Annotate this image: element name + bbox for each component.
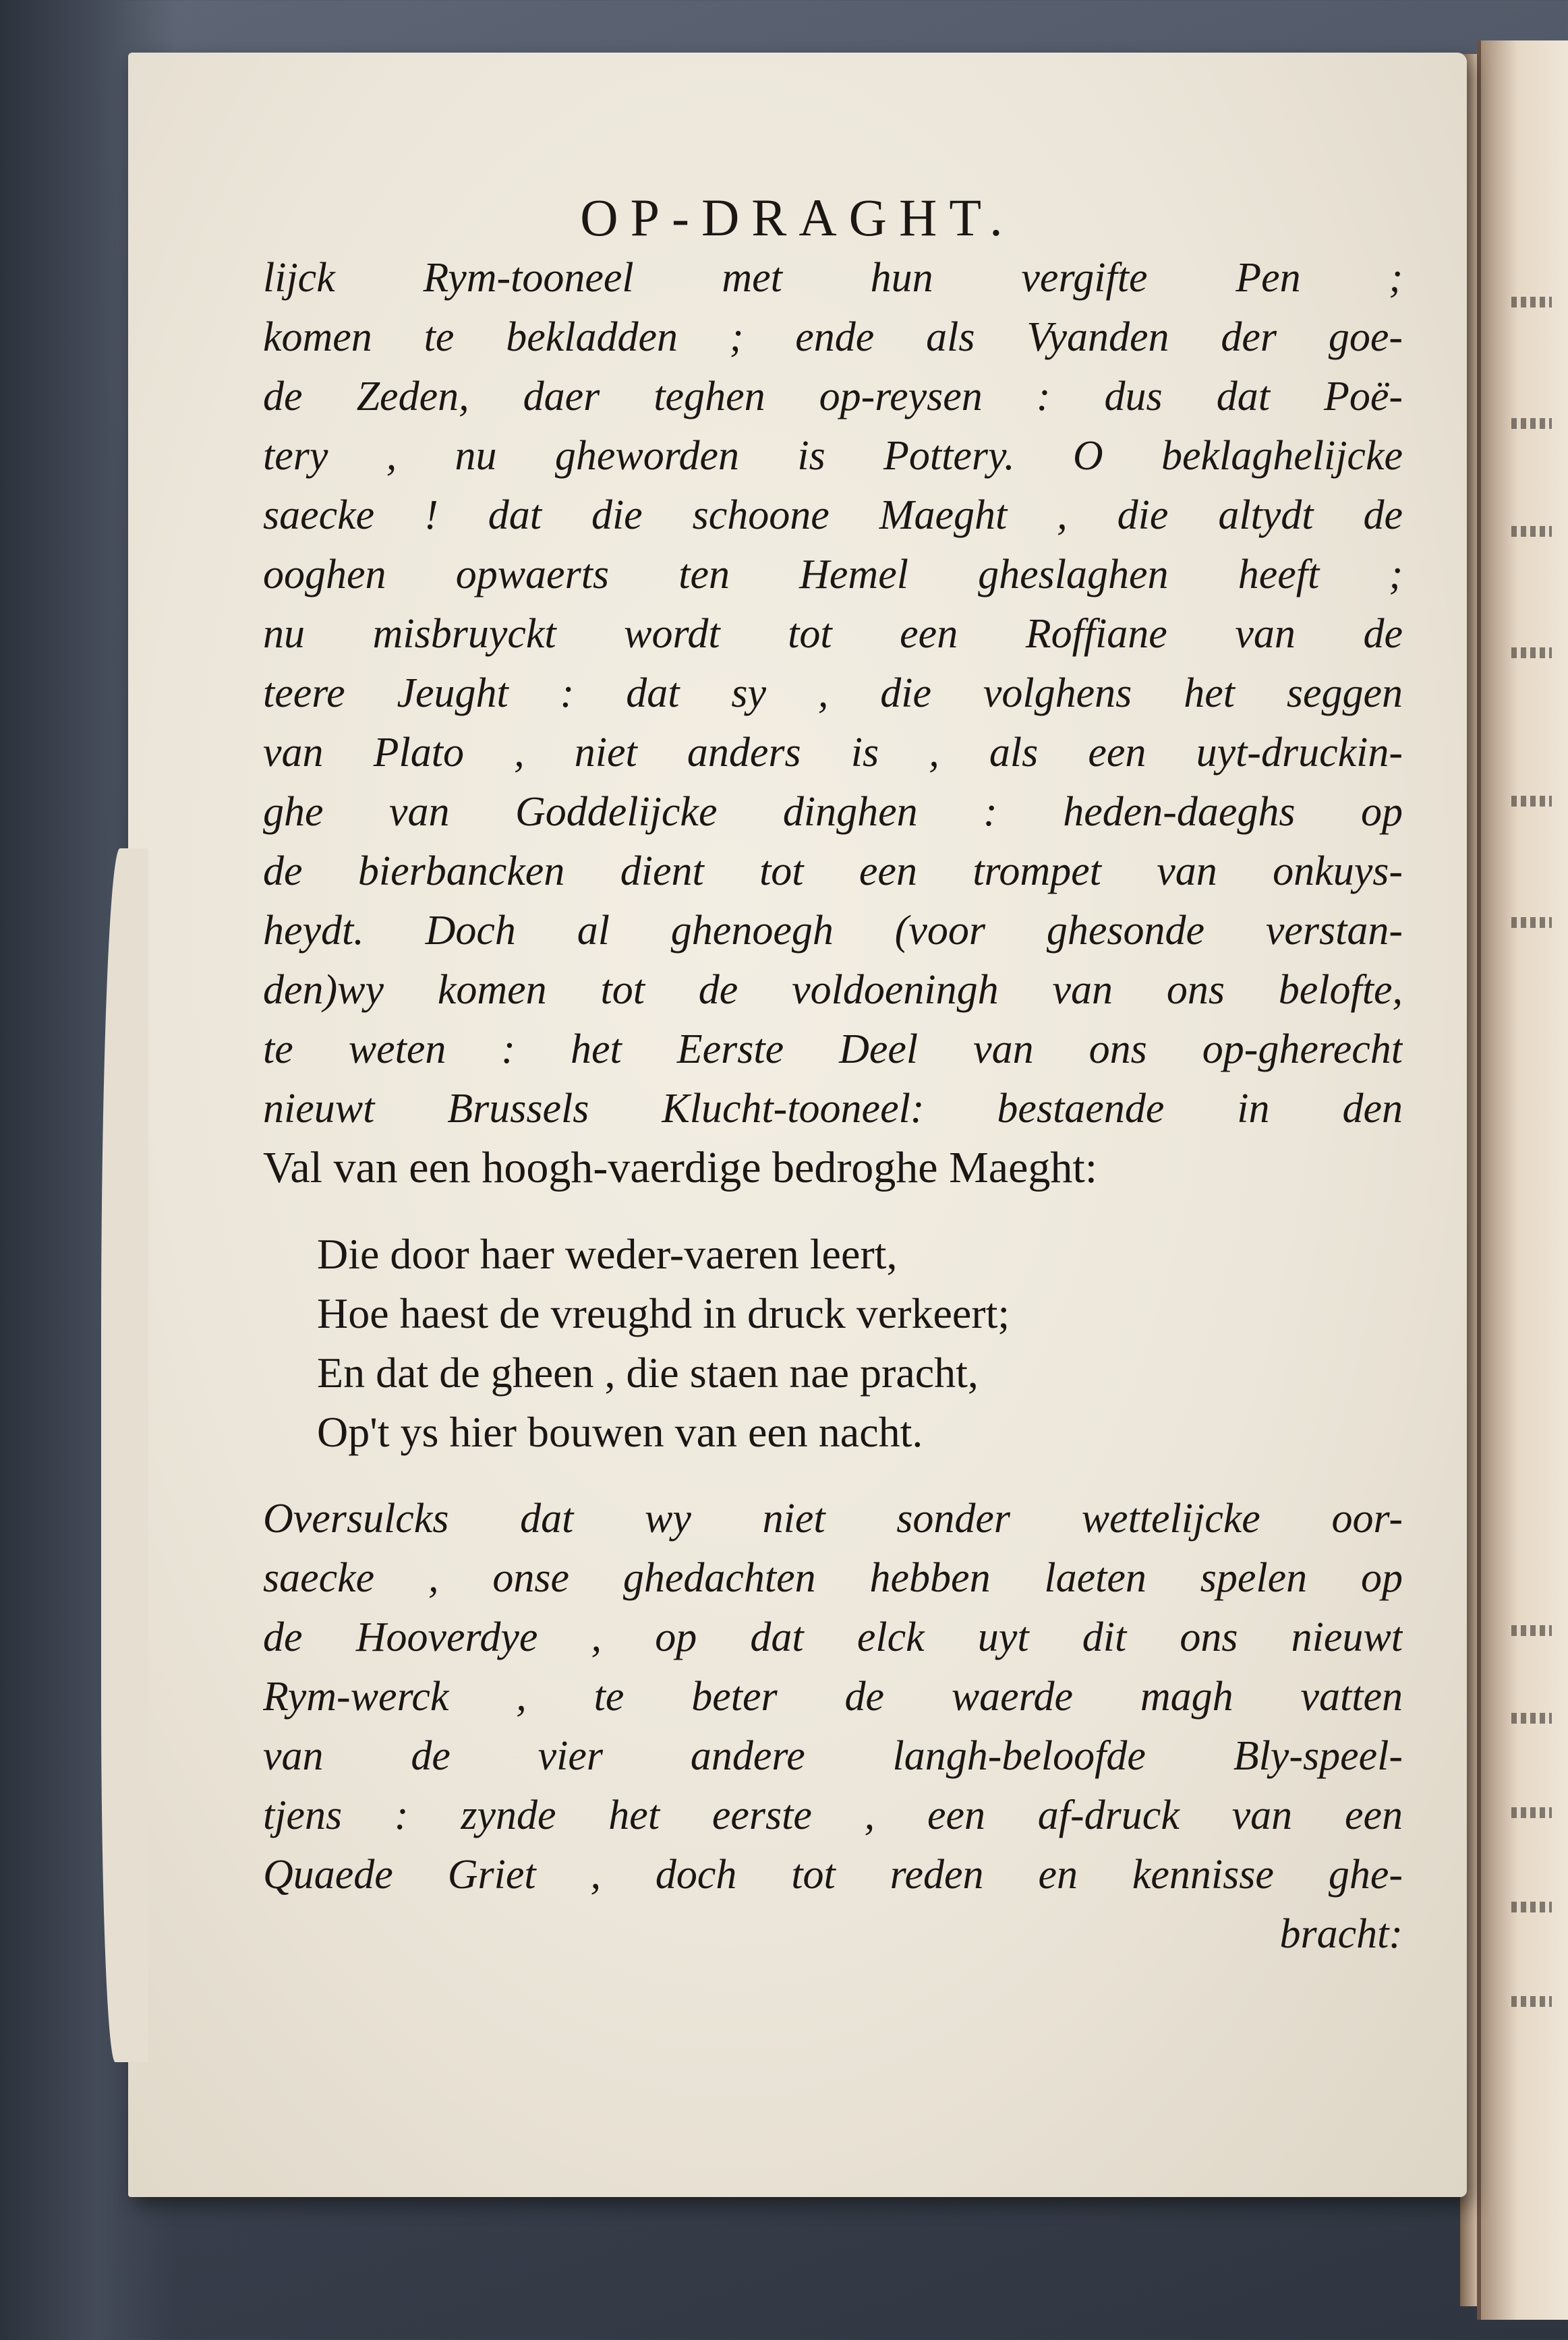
- text-line: nu misbruyckt wordt tot een Roffiane van de: [263, 611, 1403, 657]
- text-line: tjens : zynde het eerste , een af-druck van een: [263, 1792, 1403, 1838]
- facing-page-edge: [1477, 40, 1568, 2320]
- text-line: saecke ! dat die schoone Maeght , die altydt de: [263, 492, 1403, 538]
- text-line: de Hooverdye , op dat elck uyt dit ons nieuwt: [263, 1614, 1403, 1660]
- verse-line: Die door haer weder-vaeren leert,: [317, 1230, 898, 1278]
- verse-line: Op't ys hier bouwen van een nacht.: [317, 1408, 923, 1456]
- text-line: te weten : het Eerste Deel van ons op-gherecht: [263, 1026, 1403, 1072]
- verse-line: Hoe haest de vreughd in druck verkeert;: [317, 1289, 1010, 1337]
- page-body: [263, 248, 1403, 1964]
- text-line: komen te bekladden ; ende als Vyanden der goe-: [263, 314, 1403, 360]
- text-line: de bierbancken dient tot een trompet van onkuys-: [263, 848, 1403, 894]
- text-line: de Zeden, daer teghen op-reysen : dus dat Poë-: [263, 374, 1403, 419]
- verse-block: [263, 1225, 1403, 1462]
- text-line: Val van een hoogh-vaerdige bedroghe Maeght:: [263, 1143, 1098, 1192]
- paragraph-1: [263, 248, 1403, 1198]
- text-line: teere Jeught : dat sy , die volghens het seggen: [263, 670, 1403, 716]
- text-line: lijck Rym-tooneel met hun vergifte Pen ;: [263, 255, 1403, 301]
- text-line: saecke , onse ghedachten hebben laeten spelen op: [263, 1555, 1403, 1601]
- text-line: ooghen opwaerts ten Hemel gheslaghen heeft ;: [263, 552, 1403, 597]
- verse-line: En dat de gheen , die staen nae pracht,: [317, 1349, 979, 1397]
- text-line: nieuwt Brussels Klucht-tooneel: bestaende in den: [263, 1086, 1403, 1132]
- paragraph-2: [263, 1489, 1403, 1904]
- running-header: OP-DRAGHT.: [580, 188, 1015, 247]
- text-line: heydt. Doch al ghenoegh (voor ghesonde verstan-: [263, 908, 1403, 954]
- text-line: Rym-werck , te beter de waerde magh vatten: [263, 1674, 1403, 1720]
- text-line: Quaede Griet , doch tot reden en kennisse ghe-: [263, 1852, 1403, 1898]
- text-line: van Plato , niet anders is , als een uyt-druckin-: [263, 730, 1403, 776]
- text-line: tery , nu gheworden is Pottery. O beklaghelijcke: [263, 433, 1403, 479]
- text-line: Oversulcks dat wy niet sonder wettelijcke oor-: [263, 1496, 1403, 1542]
- text-line: den)wy komen tot de voldoeningh van ons belofte,: [263, 967, 1403, 1013]
- text-line: ghe van Goddelijcke dinghen : heden-daeghs op: [263, 789, 1403, 835]
- catchword: bracht:: [1279, 1911, 1403, 1957]
- text-line: van de vier andere langh-beloofde Bly-speel-: [263, 1733, 1403, 1779]
